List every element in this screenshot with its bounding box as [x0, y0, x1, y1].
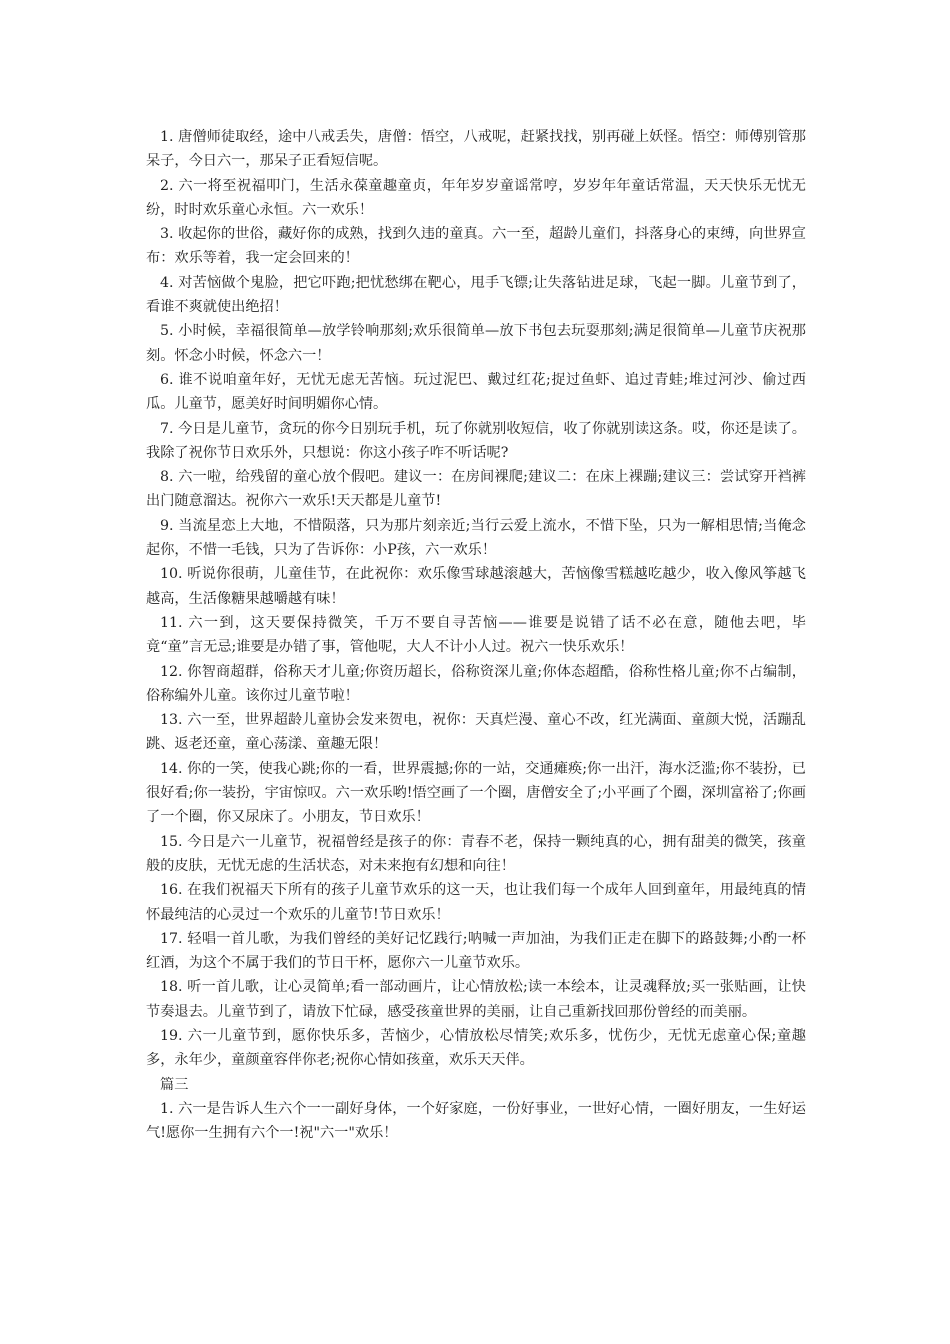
list-item: 4. 对苦恼做个鬼脸，把它吓跑;把忧愁绑在靶心，甩手飞镖;让失落钻进足球，飞起一脚。儿童节到了，看谁不爽就使出绝招！ [146, 274, 806, 316]
section-heading: 篇三 [160, 1076, 189, 1093]
list-item: 19. 六一儿童节到，愿你快乐多，苦恼少，心情放松尽情笑;欢乐多，忧伤少，无忧无虑童心保;童趣多，永年少，童颜童容伴你老;祝你心情如孩童，欢乐天天伴。 [146, 1027, 806, 1069]
list-item: 8. 六一啦，给残留的童心放个假吧。建议一：在房间裸爬;建议二：在床上裸蹦;建议三：尝试穿开裆裤出门随意溜达。祝你六一欢乐!天天都是儿童节! [146, 469, 806, 510]
list-item: 7. 今日是儿童节，贪玩的你今日别玩手机，玩了你就别收短信，收了你就别读这条。哎，你还是读了。我除了祝你节日欢乐外，只想说：你这小孩子咋不听话呢? [146, 420, 806, 461]
list-item: 12. 你智商超群，俗称天才儿童;你资历超长，俗称资深儿童;你体态超酷，俗称性格儿童;你不占编制，俗称编外儿童。该你过儿童节啦！ [146, 663, 806, 704]
list-item: 18. 听一首儿歌，让心灵简单;看一部动画片，让心情放松;读一本绘本，让灵魂释放;买一张贴画，让快节奏退去。儿童节到了，请放下忙碌，感受孩童世界的美丽，让自己重新找回那份曾经的而美丽。 [146, 979, 806, 1020]
list-item: 10. 听说你很萌，儿童佳节，在此祝你：欢乐像雪球越滚越大，苦恼像雪糕越吃越少，收入像风筝越飞越高，生活像糖果越嚼越有味！ [146, 566, 806, 607]
list-item: 2. 六一将至祝福叩门，生活永葆童趣童贞，年年岁岁童谣常哼，岁岁年年童话常温，天天快乐无忧无纷，时时欢乐童心永恒。六一欢乐！ [146, 177, 806, 218]
list-item: 3. 收起你的世俗，藏好你的成熟，找到久违的童真。六一至，超龄儿童们，抖落身心的束缚，向世界宣布：欢乐等着，我一定会回来的！ [146, 226, 806, 267]
list-item: 17. 轻唱一首儿歌，为我们曾经的美好记忆践行;呐喊一声加油，为我们正走在脚下的路鼓舞;小酌一杯红酒，为这个不属于我们的节日干杯，愿你六一儿童节欢乐。 [146, 930, 806, 972]
list-item: 9. 当流星恋上大地，不惜陨落，只为那片刻亲近;当行云爱上流水，不惜下坠，只为一解相思情;当俺念起你，不惜一毛钱，只为了告诉你：小P孩，六一欢乐！ [146, 517, 806, 559]
list-item: 11. 六一到，这天要保持微笑，千万不要自寻苦恼——谁要是说错了话不必在意，随他去吧，毕竟“童”言无忌;谁要是办错了事，管他呢，大人不计小人过。祝六一快乐欢乐！ [146, 614, 806, 656]
document-body [146, 125, 806, 1145]
list-item: 14. 你的一笑，使我心跳;你的一看，世界震撼;你的一站，交通瘫痪;你一出汗，海水泛滥;你不装扮，已很好看;你一装扮，宇宙惊叹。六一欢乐哟!悟空画了一个圈，唐僧安全了;小平画了个圈，深圳富裕了;你画了一个圈，你又尿床了。小朋友，节日欢乐！ [146, 760, 806, 826]
list-item: 5. 小时候，幸福很简单—放学铃响那刻;欢乐很简单—放下书包去玩耍那刻;满足很简单—儿童节庆祝那刻。怀念小时候，怀念六一！ [146, 323, 806, 364]
list-item: 1. 唐僧师徒取经，途中八戒丢失，唐僧：悟空，八戒呢，赶紧找找，别再碰上妖怪。悟空：师傅别管那呆子，今日六一，那呆子正看短信呢。 [146, 129, 806, 170]
list-item: 1. 六一是告诉人生六个一一副好身体，一个好家庭，一份好事业，一世好心情，一圈好朋友，一生好运气!愿你一生拥有六个一!祝"六一"欢乐！ [146, 1100, 806, 1142]
list-item: 6. 谁不说咱童年好，无忧无虑无苦恼。玩过泥巴、戴过红花;捉过鱼虾、追过青蛙;堆过河沙、偷过西瓜。儿童节，愿美好时间明媚你心情。 [146, 371, 806, 413]
list-item: 15. 今日是六一儿童节，祝福曾经是孩子的你：青春不老，保持一颗纯真的心，拥有甜美的微笑，孩童般的皮肤，无忧无虑的生活状态，对未来抱有幻想和向往！ [146, 833, 806, 874]
list-item: 13. 六一至，世界超龄儿童协会发来贺电，祝你：天真烂漫、童心不改，红光满面、童颜大悦，活蹦乱跳、返老还童，童心荡漾、童趣无限！ [146, 712, 806, 753]
list-item: 16. 在我们祝福天下所有的孩子儿童节欢乐的这一天，也让我们每一个成年人回到童年，用最纯真的情怀最纯洁的心灵过一个欢乐的儿童节!节日欢乐！ [146, 882, 806, 923]
